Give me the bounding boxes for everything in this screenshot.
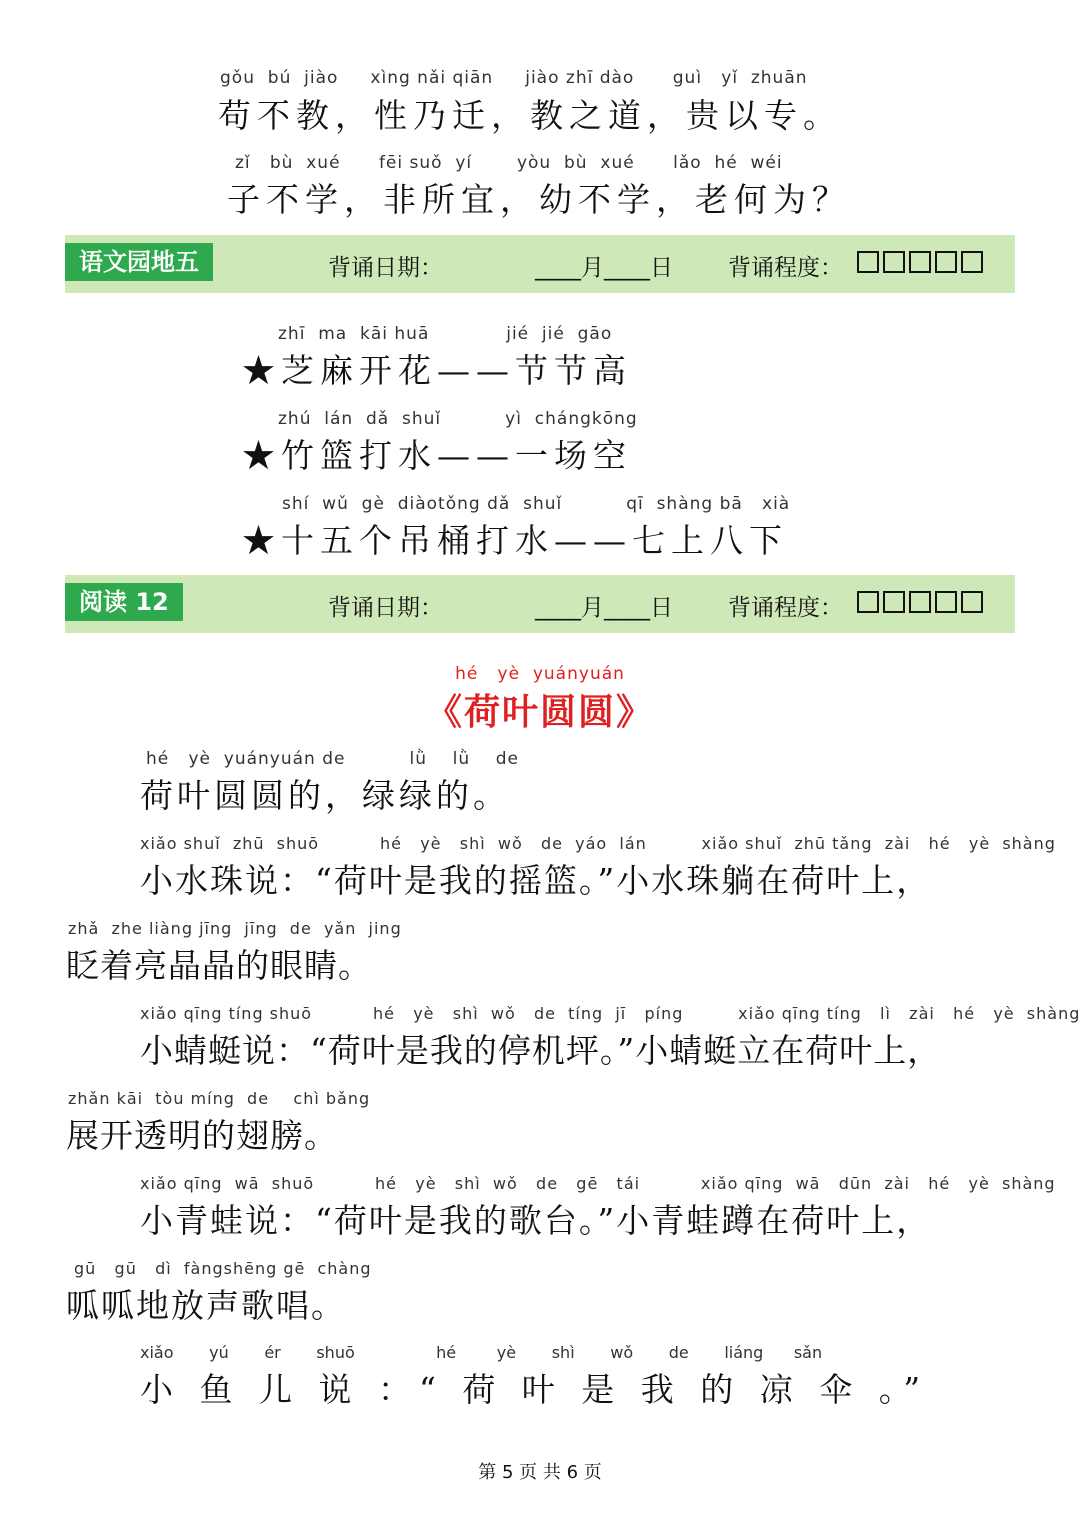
poem-title: 《荷叶圆圆》 [425,692,654,733]
xiehouyu-pinyin-3: shí wǔ gè diàotǒng dǎ shuǐ qī shàng bā xià [282,494,791,514]
progress-box[interactable] [883,591,905,613]
recite-date-blank[interactable]: ____月____日 [535,595,673,621]
poem-line-4: 小蜻蜓说：“荷叶是我的停机坪。”小蜻蜓立在荷叶上， [140,1031,942,1070]
poem-pinyin-4: xiǎo qīng tíng shuō hé yè shì wǒ de tíng jī píng xiǎo qīng tíng lì zài hé yè shàng [140,1004,1080,1023]
poem-line-3: 眨着亮晶晶的眼睛。 [66,946,372,985]
progress-box[interactable] [883,251,905,273]
section-bar-yuwen-yuandi [65,235,1015,293]
section-tag: 阅读 12 [65,583,183,621]
progress-checkboxes[interactable] [857,591,983,613]
progress-box[interactable] [961,591,983,613]
section-bar-reading-12 [65,575,1015,633]
page-footer: 第 5 页 共 6 页 [478,1462,602,1483]
progress-box[interactable] [909,591,931,613]
progress-box[interactable] [857,591,879,613]
sanzijing-line-1: 苟不教，性乃迁，教之道，贵以专。 [218,96,842,135]
progress-box[interactable] [857,251,879,273]
poem-pinyin-2: xiǎo shuǐ zhū shuō hé yè shì wǒ de yáo lán xiǎo shuǐ zhū tǎng zài hé yè shàng [140,834,1056,853]
poem-pinyin-8: xiǎo yú ér shuō hé yè shì wǒ de liáng sǎn [140,1343,823,1362]
poem-pinyin-7: gū gū dì fàngshēng gē chàng [74,1259,372,1278]
xiehouyu-pinyin-2: zhú lán dǎ shuǐ yì chángkōng [278,409,638,429]
sanzijing-pinyin-1: gǒu bú jiào xìng nǎi qiān jiào zhī dào guì yǐ zhuān [220,68,808,88]
progress-checkboxes[interactable] [857,251,983,273]
xiehouyu-line-3: ★十五个吊桶打水——七上八下 [242,521,788,560]
xiehouyu-pinyin-1: zhī ma kāi huā jié jié gāo [278,324,613,344]
recite-progress-label: 背诵程度： [728,255,843,281]
recite-date-label: 背诵日期： [328,595,443,621]
section-tag: 语文园地五 [65,243,213,281]
sanzijing-pinyin-2: zǐ bù xué fēi suǒ yí yòu bù xué lǎo hé wéi [235,153,783,173]
poem-line-1: 荷叶圆圆的，绿绿的。 [140,776,510,815]
progress-box[interactable] [935,591,957,613]
xiehouyu-line-1: ★芝麻开花——节节高 [242,351,632,390]
recite-date-label: 背诵日期： [328,255,443,281]
progress-box[interactable] [909,251,931,273]
recite-progress-label: 背诵程度： [728,595,843,621]
progress-box[interactable] [961,251,983,273]
poem-line-8: 小 鱼 儿 说 ：“ 荷 叶 是 我 的 凉 伞 。” [140,1370,929,1409]
poem-pinyin-5: zhǎn kāi tòu míng de chì bǎng [68,1089,371,1108]
progress-box[interactable] [935,251,957,273]
poem-pinyin-6: xiǎo qīng wā shuō hé yè shì wǒ de gē tái xiǎo qīng wā dūn zài hé yè shàng [140,1174,1056,1193]
poem-line-6: 小青蛙说：“荷叶是我的歌台。”小青蛙蹲在荷叶上， [140,1201,932,1240]
poem-title-pinyin: hé yè yuányuán [455,664,625,684]
poem-pinyin-1: hé yè yuányuán de lǜ lǜ de [146,749,519,769]
poem-pinyin-3: zhǎ zhe liàng jīng jīng de yǎn jing [68,919,402,938]
poem-line-2: 小水珠说：“荷叶是我的摇篮。”小水珠躺在荷叶上， [140,861,932,900]
sanzijing-line-2: 子不学，非所宜，幼不学，老何为？ [227,180,851,219]
xiehouyu-line-2: ★竹篮打水——一场空 [242,436,632,475]
recite-date-blank[interactable]: ____月____日 [535,255,673,281]
poem-line-5: 展开透明的翅膀。 [66,1116,338,1155]
poem-line-7: 呱呱地放声歌唱。 [66,1286,346,1325]
